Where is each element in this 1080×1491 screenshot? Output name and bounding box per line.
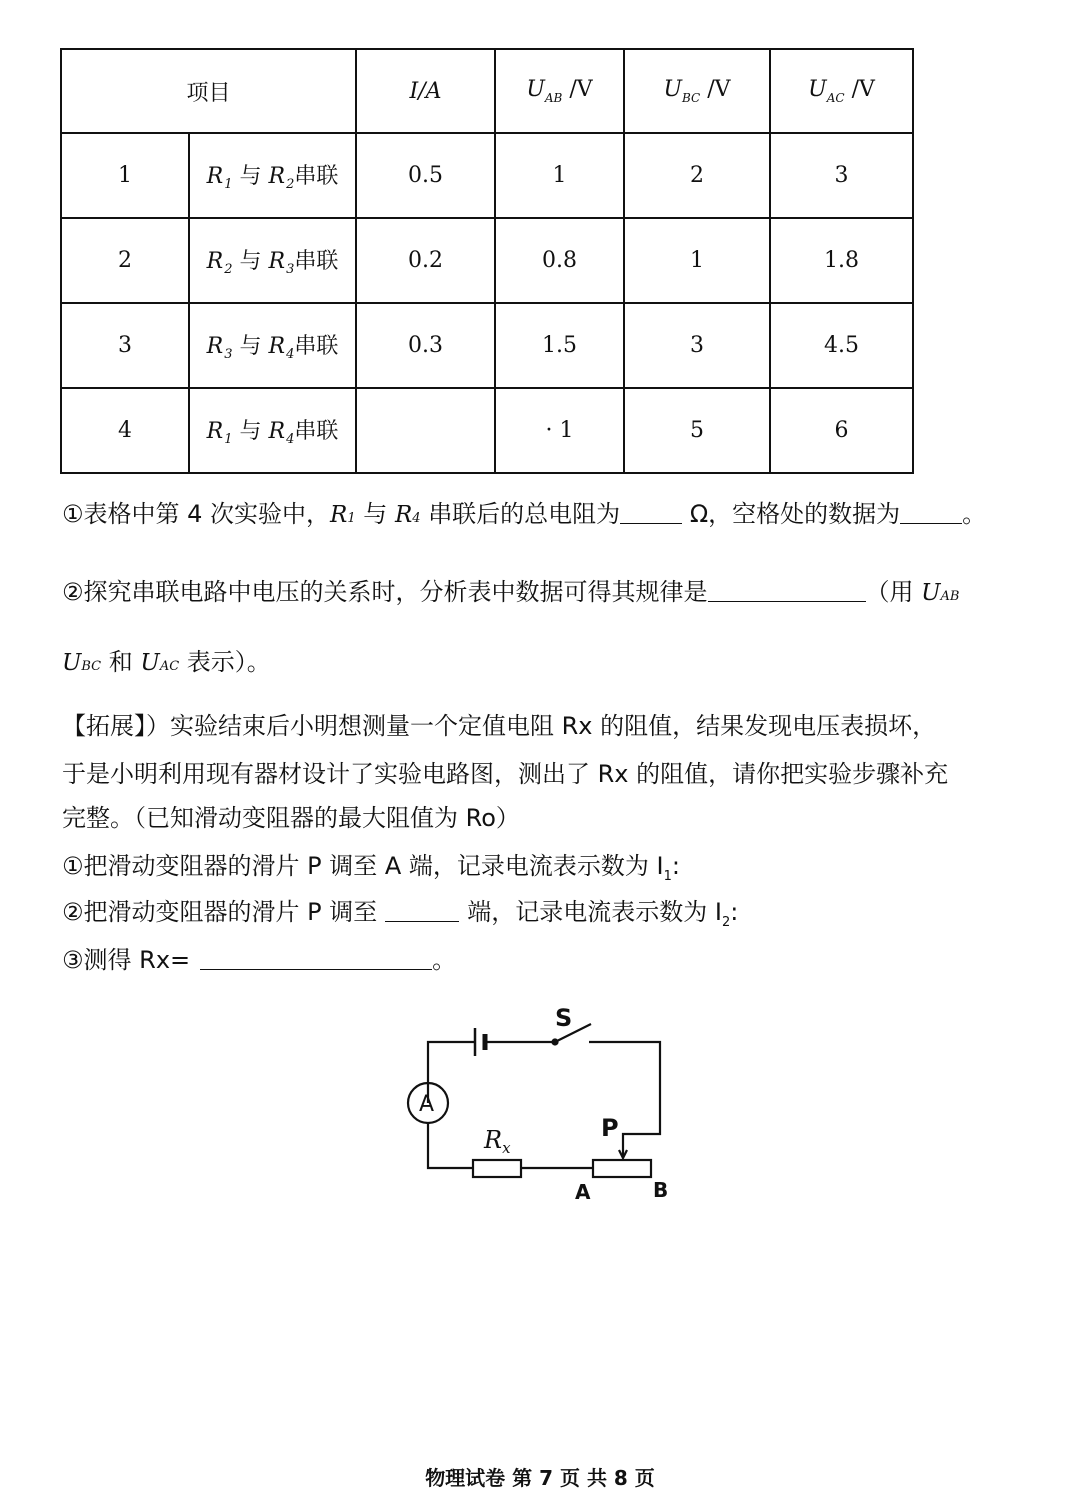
u-ac-symbol: U [808, 77, 827, 102]
cell-u-bc: 1 [624, 218, 770, 303]
table-row [61, 133, 913, 218]
cell-index: 3 [61, 303, 189, 388]
ext-line-1: 【拓展】）实验结束后小明想测量一个定值电阻 Rx 的阻值，结果发现电压表损坏， [62, 712, 937, 740]
ext-line-3: 完整。（已知滑动变阻器的最大阻值为 Ro） [62, 804, 520, 832]
cell-u-ac: 4.5 [770, 303, 913, 388]
resistor-a-sub: 2 [224, 262, 233, 277]
resistor-rx-icon [473, 1160, 521, 1177]
u-bc-subscript: BC [682, 91, 701, 105]
ammeter-label: A [419, 1092, 435, 1117]
u-bc-symbol: U [663, 77, 683, 102]
q1-unit-text: Ω，空格处的数据为 [689, 500, 901, 528]
header-u-ac [770, 49, 913, 133]
cell-combination [189, 388, 356, 473]
table-header-row [61, 49, 913, 133]
q2-end: 表示）。 [186, 648, 271, 676]
u-ac-subscript: AC [826, 91, 845, 105]
step2-text: ②把滑动变阻器的滑片 P 调至 [62, 898, 378, 926]
step1-sub: 1 [663, 868, 672, 884]
u-bc-unit: /V [707, 77, 731, 102]
q1-r4: R4 [394, 502, 421, 528]
resistor-b: R [268, 419, 286, 444]
cell-current: 0.5 [356, 133, 495, 218]
resistor-a-sub: 1 [224, 432, 233, 447]
u-ab-symbol: U [526, 77, 545, 102]
step2-end: : [730, 898, 739, 926]
q2-u-ac: UAC [140, 650, 180, 676]
q2-paren: （用 [865, 578, 914, 606]
q1-prefix: ①表格中第 4 次实验中， [62, 500, 331, 528]
q2-blank-rule[interactable] [708, 581, 866, 602]
cell-index: 2 [61, 218, 189, 303]
q1-connector: 与 [363, 500, 388, 528]
step3-blank[interactable] [200, 949, 432, 970]
table-row [61, 388, 913, 473]
header-current [356, 49, 495, 133]
cell-combination [189, 133, 356, 218]
ext-step-3 [62, 940, 456, 975]
question-2-line-2 [62, 642, 271, 677]
cell-u-bc: 2 [624, 133, 770, 218]
header-item: 项目 [61, 49, 356, 133]
resistor-a-sub: 1 [224, 177, 233, 192]
cell-combination [189, 303, 356, 388]
resistor-a-sub: 3 [224, 347, 233, 362]
connector: 与 [239, 419, 262, 444]
cell-combination [189, 218, 356, 303]
cell-u-ab: 0.8 [495, 218, 624, 303]
cell-u-bc: 3 [624, 303, 770, 388]
resistor-b-sub: 3 [286, 262, 295, 277]
resistor-b: R [268, 334, 286, 359]
circuit-diagram [395, 998, 695, 1208]
cell-u-ac: 3 [770, 133, 913, 218]
resistor-a: R [206, 249, 224, 274]
connection-type: 串联 [294, 249, 339, 274]
cell-current: 0.2 [356, 218, 495, 303]
resistor-b: R [268, 164, 286, 189]
rheostat-icon [593, 1160, 651, 1177]
q1-text: 串联后的总电阻为 [428, 500, 621, 528]
cell-u-ac: 6 [770, 388, 913, 473]
end-a-label: A [575, 1180, 591, 1204]
ext-step-1 [62, 846, 680, 884]
cell-u-ab: 1.5 [495, 303, 624, 388]
q1-r1: R1 [330, 502, 356, 528]
connector: 与 [239, 334, 262, 359]
step3-text: ③测得 Rx= [62, 946, 191, 974]
q2-text: ②探究串联电路中电压的关系时，分析表中数据可得其规律是 [62, 578, 708, 606]
question-1 [62, 494, 986, 529]
wire-left-bottom [428, 1123, 473, 1168]
u-ab-unit: /V [569, 77, 593, 102]
cell-index: 4 [61, 388, 189, 473]
resistor-b-sub: 2 [286, 177, 295, 192]
cell-u-ab: 1 [495, 133, 624, 218]
cell-u-ab: · 1 [495, 388, 624, 473]
ext-step-2 [62, 892, 738, 930]
q1-blank-data[interactable] [900, 503, 962, 524]
connector: 与 [239, 249, 262, 274]
step1-end: : [671, 852, 681, 880]
resistor-a: R [206, 419, 224, 444]
table-row [61, 303, 913, 388]
end-b-label: B [653, 1178, 669, 1202]
header-current-label: I/A [409, 78, 442, 104]
connector: 与 [239, 164, 262, 189]
wire-right [589, 1042, 660, 1156]
step2-text-2: 端，记录电流表示数为 I [467, 898, 722, 926]
q2-u-bc: UBC [62, 650, 102, 676]
u-ab-subscript: AB [544, 91, 563, 105]
cell-u-ac: 1.8 [770, 218, 913, 303]
header-u-bc [624, 49, 770, 133]
header-u-ab [495, 49, 624, 133]
wire-left-top [428, 1042, 475, 1103]
switch-label: S [555, 1004, 573, 1032]
resistor-a: R [206, 164, 224, 189]
resistor-b-sub: 4 [286, 347, 295, 362]
connection-type: 串联 [294, 419, 339, 444]
step1-text: ①把滑动变阻器的滑片 P 调至 A 端，记录电流表示数为 I [62, 852, 664, 880]
u-ac-unit: /V [851, 77, 875, 102]
resistor-b-sub: 4 [286, 432, 295, 447]
cell-u-bc: 5 [624, 388, 770, 473]
step2-sub: 2 [721, 914, 731, 930]
q2-and: 和 [108, 648, 133, 676]
data-table [60, 48, 914, 474]
question-2-line-1 [62, 572, 960, 607]
resistor-b: R [268, 249, 286, 274]
resistor-label: $R_x$ [484, 1126, 511, 1157]
connection-type: 串联 [294, 334, 339, 359]
cell-current-blank[interactable] [356, 388, 495, 473]
q1-end: 。 [962, 500, 987, 528]
step2-blank[interactable] [385, 901, 459, 922]
step3-end: 。 [432, 946, 457, 974]
table-row [61, 218, 913, 303]
resistor-a: R [206, 334, 224, 359]
slider-label: P [601, 1114, 619, 1142]
q1-blank-resistance[interactable] [620, 503, 682, 524]
q2-u-ab: UAB [921, 580, 960, 606]
connection-type: 串联 [294, 164, 339, 189]
cell-current: 0.3 [356, 303, 495, 388]
cell-index: 1 [61, 133, 189, 218]
page-footer: 物理试卷 第 7 页 共 8 页 [425, 1466, 655, 1490]
ext-line-2: 于是小明利用现有器材设计了实验电路图，测出了 Rx 的阻值，请你把实验步骤补充 [62, 760, 949, 788]
